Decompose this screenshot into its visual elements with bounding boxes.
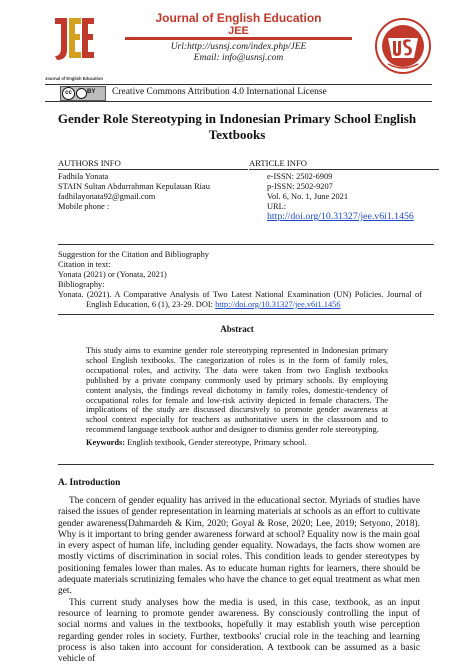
by-person-icon xyxy=(76,88,87,99)
header-rule-top xyxy=(45,84,432,85)
authors-info xyxy=(58,158,248,212)
section-heading-introduction: A. Introduction xyxy=(58,478,121,488)
keywords-list: English textbook, Gender stereotype, Primary school. xyxy=(125,438,307,447)
author-name: Fadhila Yonata xyxy=(58,172,109,181)
journal-url: Url:http://usnsj.com/index.php/JEE xyxy=(170,42,307,52)
author-email: fadhilayonata92@gmail.com xyxy=(58,192,156,201)
article-info-heading: ARTICLE INFO xyxy=(249,158,439,170)
author-mobile: Mobile phone : xyxy=(58,202,110,211)
header-rule-bottom xyxy=(45,101,432,102)
journal-header xyxy=(45,10,432,92)
citation-rule xyxy=(58,314,434,315)
abstract-heading: Abstract xyxy=(220,324,254,334)
jee-logo-icon xyxy=(51,12,97,66)
introduction-body xyxy=(58,496,420,665)
pissn: p-ISSN: 2502-9207 xyxy=(267,182,333,191)
volume: Vol. 6, No. 1, June 2021 xyxy=(267,192,349,201)
bibliography-entry xyxy=(58,290,422,310)
jee-logo-caption: Journal of English Education xyxy=(45,76,103,81)
license-text: Creative Commons Attribution 4.0 International License xyxy=(112,87,327,97)
citation-in-text-label: Citation in text: xyxy=(58,259,111,269)
abstract-rule xyxy=(58,464,434,465)
jee-logo xyxy=(45,10,103,88)
usn-logo xyxy=(374,16,432,82)
bibliography-label: Bibliography: xyxy=(58,279,105,289)
eissn: e-ISSN: 2502-6909 xyxy=(267,172,333,181)
bibliography-doi-link[interactable]: http://doi.org/10.31327/jee.v6i1.1456 xyxy=(215,299,341,309)
license-bar xyxy=(60,86,440,100)
author-affiliation: STAIN Sultan Abdurrahman Kepulauan Riau xyxy=(58,182,210,191)
journal-short-name: JEE xyxy=(228,25,249,37)
paper-title-line2: Textbooks xyxy=(208,127,266,142)
keywords xyxy=(86,438,396,447)
title-underline xyxy=(125,37,352,40)
cc-by-badge xyxy=(60,86,106,101)
paper-title-line1: Gender Role Stereotyping in Indonesian Primary School English xyxy=(57,111,417,126)
journal-header-center xyxy=(107,10,370,90)
keywords-label: Keywords: xyxy=(86,438,126,447)
citation-block xyxy=(58,250,422,309)
citation-heading: Suggestion for the Citation and Bibliography xyxy=(58,250,209,259)
by-label: BY xyxy=(87,89,96,95)
authors-info-heading: AUTHORS INFO xyxy=(58,158,248,170)
bibliography-text: Yonata. (2021). A Comparative Analysis of Two Latest National Examination (UN) Policies. Journal of English Education, 6 (1), 23-29. DOI: xyxy=(58,289,422,309)
article-info xyxy=(249,158,439,222)
abstract-body: This study aims to examine gender role stereotyping represented in Indonesian primary school English textbooks. The categorization of roles is in the form of family roles, occupational roles, and activity. The data were taken from two English textbooks published by a private company commonly used by primary schools. By employing content analysis, the findings reveal dichotomy in family roles, domestic-tendency of occupational roles for female and low-risk activity depicted in female characters. The implications of the study are discussed discursively to promote gender awareness at school context especially for teachers as authoritative users in the classroom and to recommend language textbook author and designer to dismiss gender role stereotyping. xyxy=(86,346,388,435)
journal-contact xyxy=(107,42,370,64)
info-rule xyxy=(58,244,434,245)
intro-paragraph-2: This current study analyses how the media is used, in this case, textbook, as an input resource of learning to promote gender awareness. By consciously controlling the input of social norms and values in the textbooks, hopefully it may establish youth wise perception regarding gender roles in society. Further, textbooks' crucial role in the teaching and learning process is also taken into account for consideration. A textbook can be assumed as a basic vehicle of xyxy=(58,597,420,665)
cc-icon: cc xyxy=(62,87,75,100)
citation-in-text: Yonata (2021) or (Yonata, 2021) xyxy=(58,269,167,279)
intro-paragraph-1: The concern of gender equality has arrived in the educational sector. Myriads of studies have raised the issues of gender representation in learning materials at schools as an effort to cultivate gender awareness(Dahmardeh & Kim, 2020; Goyal & Rose, 2020; Lee, 2019; Setyono, 2018). Why is it important to bring gender awareness forward at school? Equality now is the main goal in every aspect of human life, including gender equality. Nowadays, the facts show women are mostly victims of discrimination in social roles. This condition leads to gender stereotypes by positioning females lower than males. As to educate human rights for learners, there should be adequate materials scrutinizing females who have the chance to get equal treatment as what men get. xyxy=(58,496,420,597)
article-doi-link[interactable]: http://doi.org/10.31327/jee.v6i1.1456 xyxy=(267,211,414,222)
paper-title xyxy=(40,111,434,143)
url-label: URL: xyxy=(267,202,287,211)
usn-seal-icon xyxy=(374,16,432,82)
journal-email: Email: info@usnsj.com xyxy=(193,53,284,63)
journal-title: Journal of English Education xyxy=(155,11,322,25)
